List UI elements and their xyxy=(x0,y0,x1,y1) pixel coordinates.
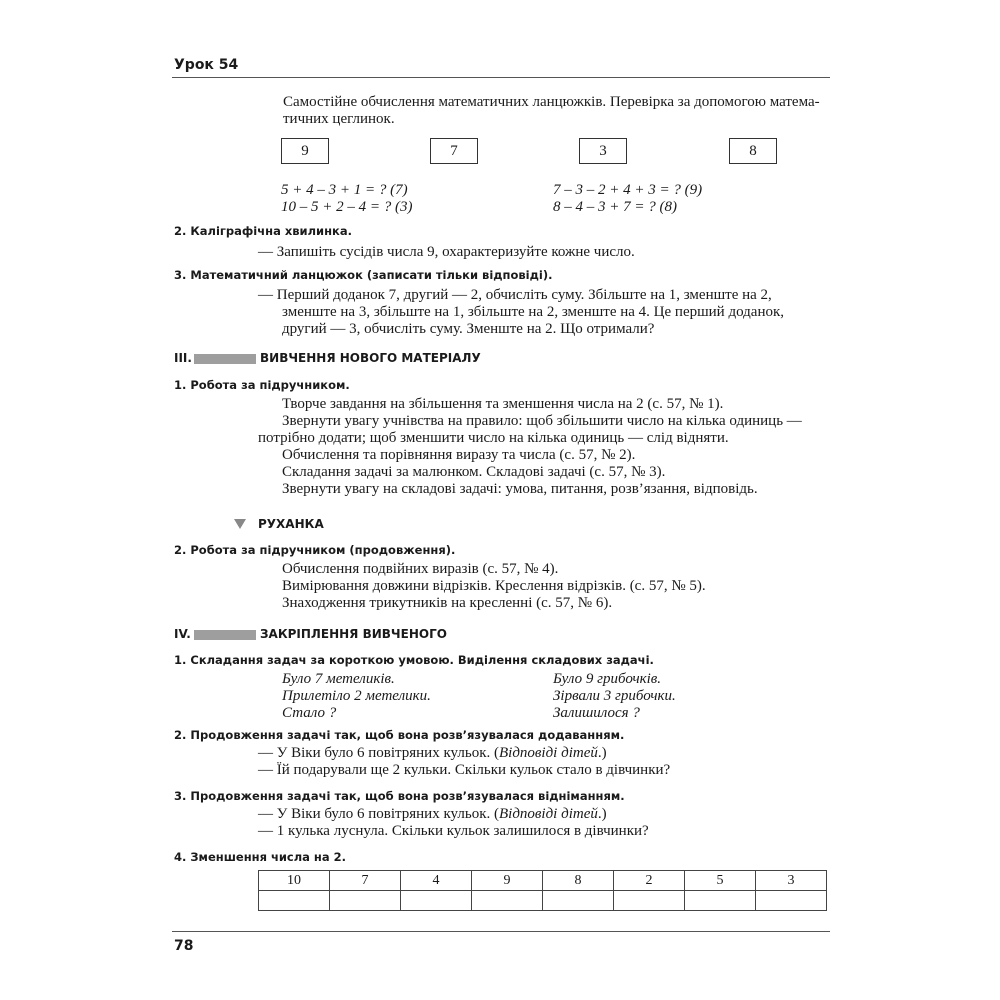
calligraphy-title: 2. Каліграфічна хвилинка. xyxy=(174,224,352,238)
header-rule xyxy=(172,77,830,78)
intro-line-1: Самостійне обчислення математичних ланцюжків. Перевірка за допомогою матема- xyxy=(283,94,820,110)
table-cell: 5 xyxy=(685,871,756,891)
section-3-sub1-text xyxy=(258,396,802,498)
answer-cell xyxy=(401,891,472,911)
answer-cell xyxy=(472,891,543,911)
section-4-number: IV. xyxy=(174,627,191,641)
text-line: потрібно додати; щоб зменшити число на кілька одиниць — слід відняти. xyxy=(258,430,729,446)
task-line: Прилетіло 2 метелики. xyxy=(282,688,431,704)
triangle-marker-icon xyxy=(234,519,246,529)
section-3-sub2-text xyxy=(282,561,706,612)
chain-line: другий — 3, обчисліть суму. Зменште на 2. Що отримали? xyxy=(282,321,655,337)
chain-line: — Перший доданок 7, другий — 2, обчисліть суму. Збільште на 1, зменште на 2, xyxy=(258,287,772,303)
table-cell: 8 xyxy=(543,871,614,891)
table-cell: 7 xyxy=(330,871,401,891)
table-cell: 3 xyxy=(756,871,827,891)
text-line: Творче завдання на збільшення та зменшення числа на 2 (с. 57, № 1). xyxy=(282,396,724,412)
expressions-right xyxy=(553,182,702,216)
dialog-line xyxy=(258,806,649,823)
text-span: Відповіді дітей xyxy=(499,806,598,822)
task-line: Залишилося ? xyxy=(553,705,640,721)
section-4-p3-text xyxy=(258,806,649,840)
text-span: Відповіді дітей xyxy=(499,745,598,761)
answer-cell xyxy=(614,891,685,911)
task-line: Зірвали 3 грибочки. xyxy=(553,688,676,704)
text-line: Складання задачі за малюнком. Складові задачі (с. 57, № 3). xyxy=(282,464,666,480)
dialog-line: — 1 кулька луснула. Скільки кульок залишилося в дівчинки? xyxy=(258,823,649,839)
table-cell: 9 xyxy=(472,871,543,891)
warmup-title: РУХАНКА xyxy=(258,517,324,531)
task-line: Було 7 метеликів. xyxy=(282,671,395,687)
task-right xyxy=(553,671,676,722)
text-line: Вимірювання довжини відрізків. Креслення відрізків. (с. 57, № 5). xyxy=(282,578,706,594)
dialog-line xyxy=(258,745,670,762)
intro-text xyxy=(283,94,831,128)
calligraphy-text: — Запишіть сусідів числа 9, охарактеризуйте кожне число. xyxy=(258,244,635,260)
section-4-title: ЗАКРІПЛЕННЯ ВИВЧЕНОГО xyxy=(260,627,447,641)
section-4-p1-title: 1. Складання задач за короткою умовою. Виділення складових задачі. xyxy=(174,653,654,667)
text-line: Знаходження трикутників на кресленні (с. 57, № 6). xyxy=(282,595,613,611)
chain-title: 3. Математичний ланцюжок (записати тільки відповіді). xyxy=(174,268,553,282)
text-span: — У Віки було 6 повітряних кульок. ( xyxy=(258,806,499,822)
text-line: Звернути увагу учнівства на правило: щоб збільшити число на кілька одиниць — xyxy=(282,413,802,429)
section-3-sub1-title: 1. Робота за підручником. xyxy=(174,378,350,392)
text-line: Обчислення подвійних виразів (с. 57, № 4). xyxy=(282,561,559,577)
table-cell: 10 xyxy=(259,871,330,891)
section-4-p2-title: 2. Продовження задачі так, щоб вона розв’язувалася додаванням. xyxy=(174,728,625,742)
section-4-p4-title: 4. Зменшення числа на 2. xyxy=(174,850,347,864)
section-4-p3-title: 3. Продовження задачі так, щоб вона розв’язувалася відніманням. xyxy=(174,789,625,803)
table-row xyxy=(259,871,827,891)
answer-cell xyxy=(259,891,330,911)
number-box: 7 xyxy=(430,138,478,164)
expression: 5 + 4 – 3 + 1 = ? (7) xyxy=(281,182,408,198)
table-cell: 4 xyxy=(401,871,472,891)
answer-cell xyxy=(685,891,756,911)
text-span: .) xyxy=(597,745,607,761)
footer-rule xyxy=(172,931,830,932)
answer-cell xyxy=(756,891,827,911)
task-left xyxy=(282,671,431,722)
text-line: Обчислення та порівняння виразу та числа (с. 57, № 2). xyxy=(282,447,636,463)
answer-cell xyxy=(330,891,401,911)
table-row xyxy=(259,891,827,911)
text-span: .) xyxy=(597,806,607,822)
expression: 7 – 3 – 2 + 4 + 3 = ? (9) xyxy=(553,182,703,198)
chain-text xyxy=(258,287,784,338)
expressions-left xyxy=(281,182,412,216)
section-bar xyxy=(194,630,256,640)
intro-line-2: тичних цеглинок. xyxy=(283,111,395,127)
section-3-number: III. xyxy=(174,351,192,365)
section-bar xyxy=(194,354,256,364)
chain-line: зменште на 3, збільште на 1, збільште на 2, зменште на 4. Це перший доданок, xyxy=(282,304,785,320)
page-number: 78 xyxy=(174,938,194,954)
number-box: 8 xyxy=(729,138,777,164)
section-4-p2-text xyxy=(258,745,670,779)
table-cell: 2 xyxy=(614,871,685,891)
text-line: Звернути увагу на складові задачі: умова, питання, розв’язання, відповідь. xyxy=(282,481,758,497)
text-span: — У Віки було 6 повітряних кульок. ( xyxy=(258,745,499,761)
expression: 8 – 4 – 3 + 7 = ? (8) xyxy=(553,199,677,215)
task-line: Стало ? xyxy=(282,705,337,721)
number-table xyxy=(258,870,827,911)
number-box: 9 xyxy=(281,138,329,164)
lesson-title: Урок 54 xyxy=(174,57,239,73)
section-3-sub2-title: 2. Робота за підручником (продовження). xyxy=(174,543,456,557)
task-line: Було 9 грибочків. xyxy=(553,671,662,687)
section-3-title: ВИВЧЕННЯ НОВОГО МАТЕРІАЛУ xyxy=(260,351,481,365)
number-box: 3 xyxy=(579,138,627,164)
dialog-line: — Їй подарували ще 2 кульки. Скільки кульок стало в дівчинки? xyxy=(258,762,671,778)
expression: 10 – 5 + 2 – 4 = ? (3) xyxy=(281,199,413,215)
answer-cell xyxy=(543,891,614,911)
